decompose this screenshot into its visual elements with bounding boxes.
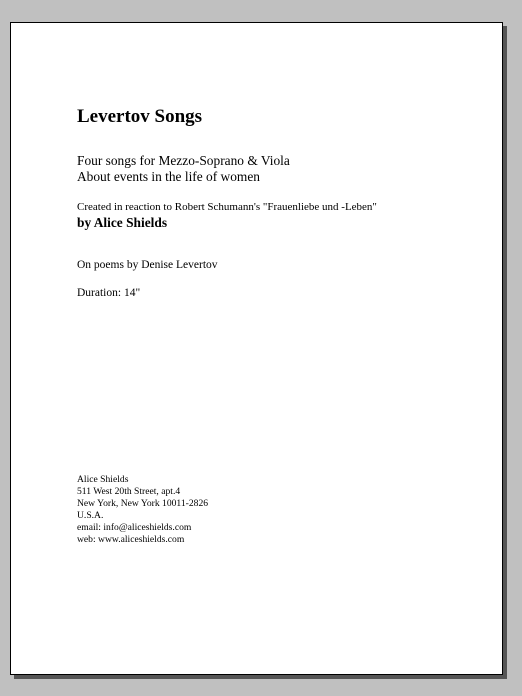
subtitle-theme: About events in the life of women bbox=[77, 169, 260, 184]
contact-web: web: www.aliceshields.com bbox=[77, 534, 185, 545]
contact-street: 511 West 20th Street, apt.4 bbox=[77, 486, 181, 497]
duration-text: Duration: 14" bbox=[77, 287, 141, 299]
contact-name: Alice Shields bbox=[77, 474, 129, 485]
subtitle-instrumentation: Four songs for Mezzo-Soprano & Viola bbox=[77, 153, 290, 168]
contact-city: New York, New York 10011-2826 bbox=[77, 498, 209, 509]
contact-block bbox=[77, 474, 208, 546]
composer-credit: by Alice Shields bbox=[77, 215, 168, 230]
reaction-note: Created in reaction to Robert Schumann's "Frauenliebe und -Leben" bbox=[77, 201, 377, 213]
contact-country: U.S.A. bbox=[77, 510, 104, 521]
document-page bbox=[10, 22, 503, 675]
contact-email: email: info@aliceshields.com bbox=[77, 522, 192, 533]
poems-credit: On poems by Denise Levertov bbox=[77, 259, 218, 271]
document-title: Levertov Songs bbox=[77, 106, 203, 127]
